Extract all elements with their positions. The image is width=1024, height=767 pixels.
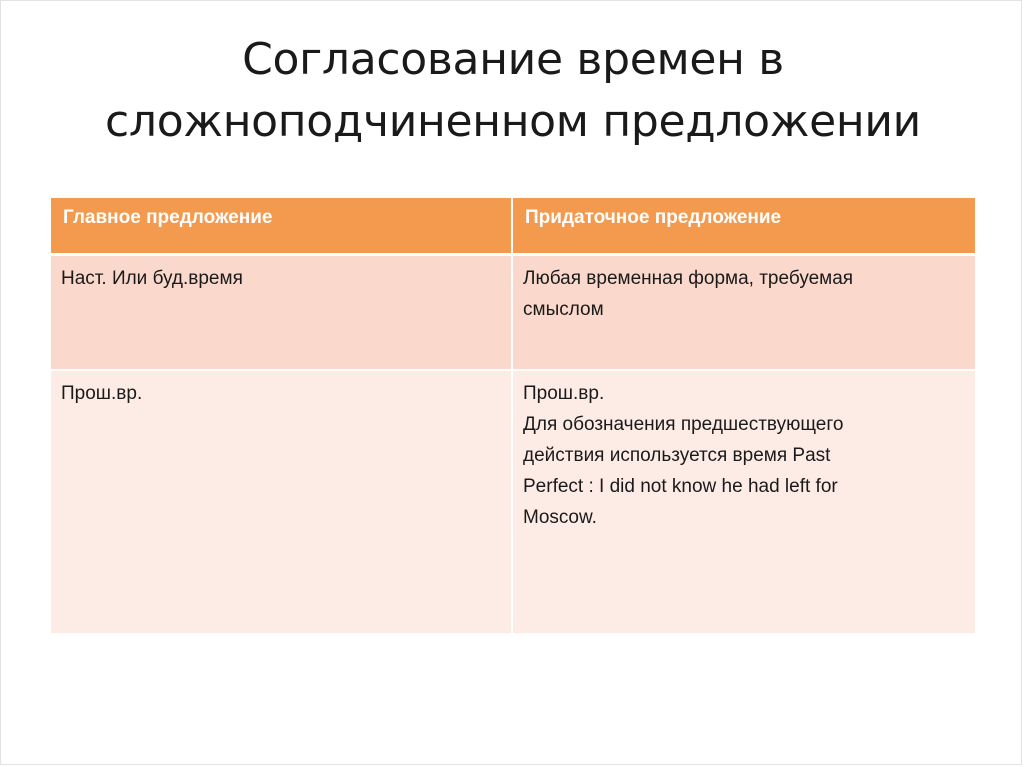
tense-agreement-table [51,198,975,635]
slide-title [41,29,985,153]
cell-text-line: Perfect : I did not know he had left for [523,476,838,497]
cell-subordinate-clause [512,254,975,370]
cell-text-line: Moscow. [523,507,597,528]
slide-title-line-1: Согласование времен в [242,34,784,85]
header-subordinate-clause: Придаточное предложение [512,198,975,254]
table-row [51,254,975,370]
cell-text-line: смыслом [523,298,604,320]
cell-text: Наст. Или буд.время [61,267,243,289]
cell-text-line: Для обозначения предшествующего [523,414,844,435]
slide-title-line-2: сложноподчиненном предложении [105,96,921,147]
cell-main-clause [51,370,512,634]
header-main-clause: Главное предложение [51,198,512,254]
cell-text-line: Любая временная форма, требуемая [523,267,854,289]
cell-text-line: действия используется время Past [523,445,831,466]
cell-text-line: Прош.вр. [523,383,605,404]
table-header-row [51,198,975,254]
cell-main-clause [51,254,512,370]
cell-text: Прош.вр. [61,383,143,404]
cell-subordinate-clause [512,370,975,634]
table-row [51,370,975,634]
